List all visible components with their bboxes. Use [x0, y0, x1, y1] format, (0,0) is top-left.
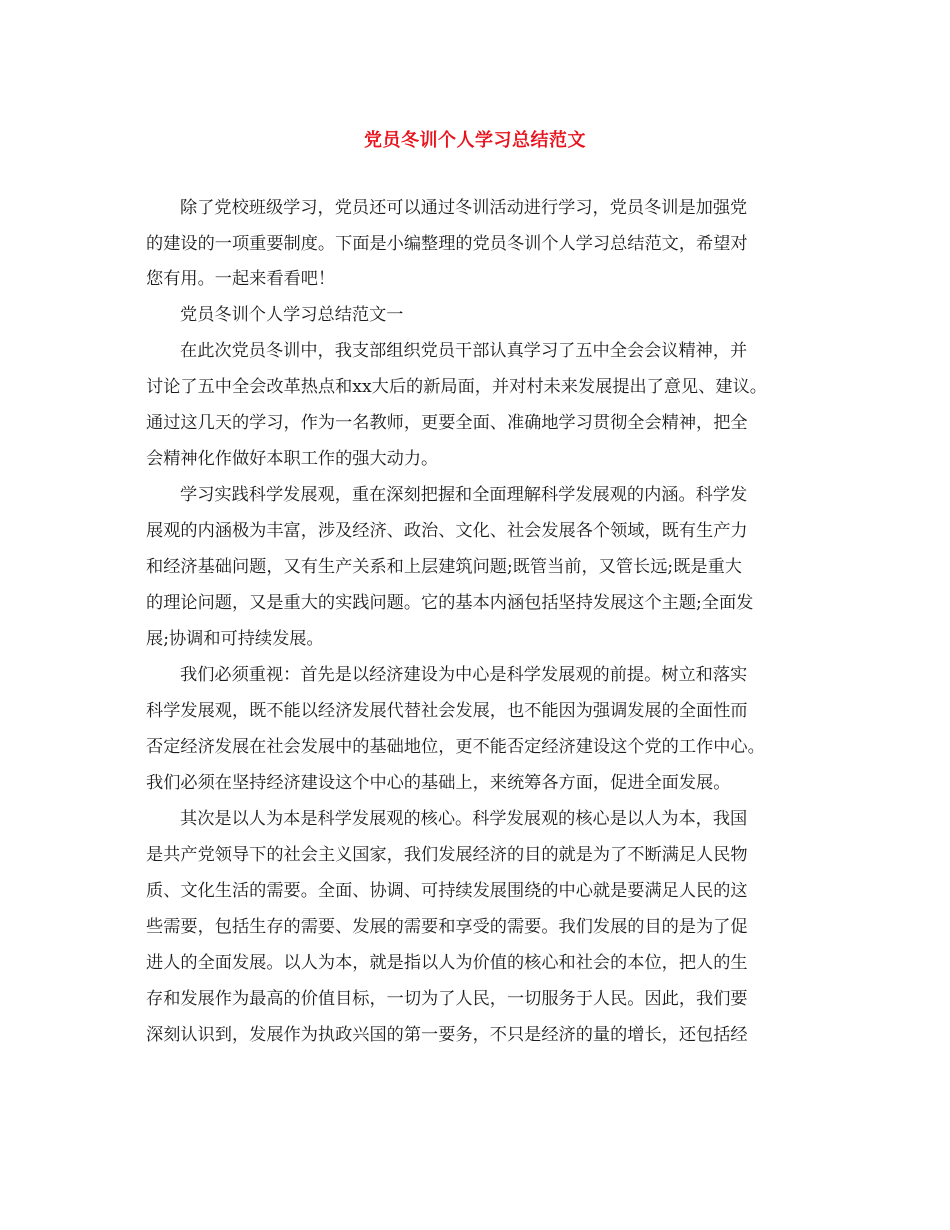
paragraph-line: 质、文化生活的需要。全面、协调、可持续发展围绕的中心就是要满足人民的这 — [146, 881, 748, 901]
paragraph-line: 否定经济发展在社会发展中的基础地位，更不能否定经济建设这个党的工作中心。 — [146, 737, 765, 757]
paragraph-line: 除了党校班级学习，党员还可以通过冬训活动进行学习，党员冬训是加强党 — [180, 198, 748, 218]
paragraph-line: 我们必须重视：首先是以经济建设为中心是科学发展观的前提。树立和落实 — [180, 665, 748, 685]
paragraph-line: 展观的内涵极为丰富，涉及经济、政治、文化、社会发展各个领域，既有生产力 — [146, 521, 748, 541]
paragraph-line: 的理论问题，又是重大的实践问题。它的基本内涵包括坚持发展这个主题;全面发 — [146, 593, 754, 613]
paragraph-line: 我们必须在坚持经济建设这个中心的基础上，来统筹各方面，促进全面发展。 — [146, 773, 731, 793]
paragraph-line: 会精神化作做好本职工作的强大动力。 — [146, 449, 439, 469]
paragraph-line: 学习实践科学发展观，重在深刻把握和全面理解科学发展观的内涵。科学发 — [180, 485, 748, 505]
paragraph-line: 通过这几天的学习，作为一名教师，更要全面、准确地学习贯彻全会精神，把全 — [146, 413, 748, 433]
paragraph-line: 的建设的一项重要制度。下面是小编整理的党员冬训个人学习总结范文，希望对 — [146, 234, 748, 254]
paragraph-line: 科学发展观，既不能以经济发展代替社会发展，也不能因为强调发展的全面性而 — [146, 701, 748, 721]
paragraph-line: 您有用。一起来看看吧！ — [146, 269, 336, 289]
paragraph-line: 些需要，包括生存的需要、发展的需要和享受的需要。我们发展的目的是为了促 — [146, 917, 748, 937]
paragraph-line: 和经济基础问题，又有生产关系和上层建筑问题;既管当前，又管长远;既是重大 — [146, 557, 742, 577]
paragraph-line: 存和发展作为最高的价值目标，一切为了人民，一切服务于人民。因此，我们要 — [146, 989, 748, 1009]
section-heading: 党员冬训个人学习总结范文一 — [180, 305, 404, 325]
paragraph-line: 其次是以人为本是科学发展观的核心。科学发展观的核心是以人为本，我国 — [180, 809, 748, 829]
paragraph-line: 展;协调和可持续发展。 — [146, 629, 324, 649]
paragraph-line: 深刻认识到，发展作为执政兴国的第一要务，不只是经济的量的增长，还包括经 — [146, 1025, 748, 1045]
paragraph-line: 在此次党员冬训中，我支部组织党员干部认真学习了五中全会会议精神，并 — [180, 341, 748, 361]
paragraph-line: 进人的全面发展。以人为本，就是指以人为价值的核心和社会的本位，把人的生 — [146, 953, 748, 973]
paragraph-line: 讨论了五中全会改革热点和xx大后的新局面，并对村未来发展提出了意见、建议。 — [146, 377, 767, 397]
paragraph-line: 是共产党领导下的社会主义国家，我们发展经济的目的就是为了不断满足人民物 — [146, 845, 748, 865]
document-title: 党员冬训个人学习总结范文 — [364, 130, 586, 151]
